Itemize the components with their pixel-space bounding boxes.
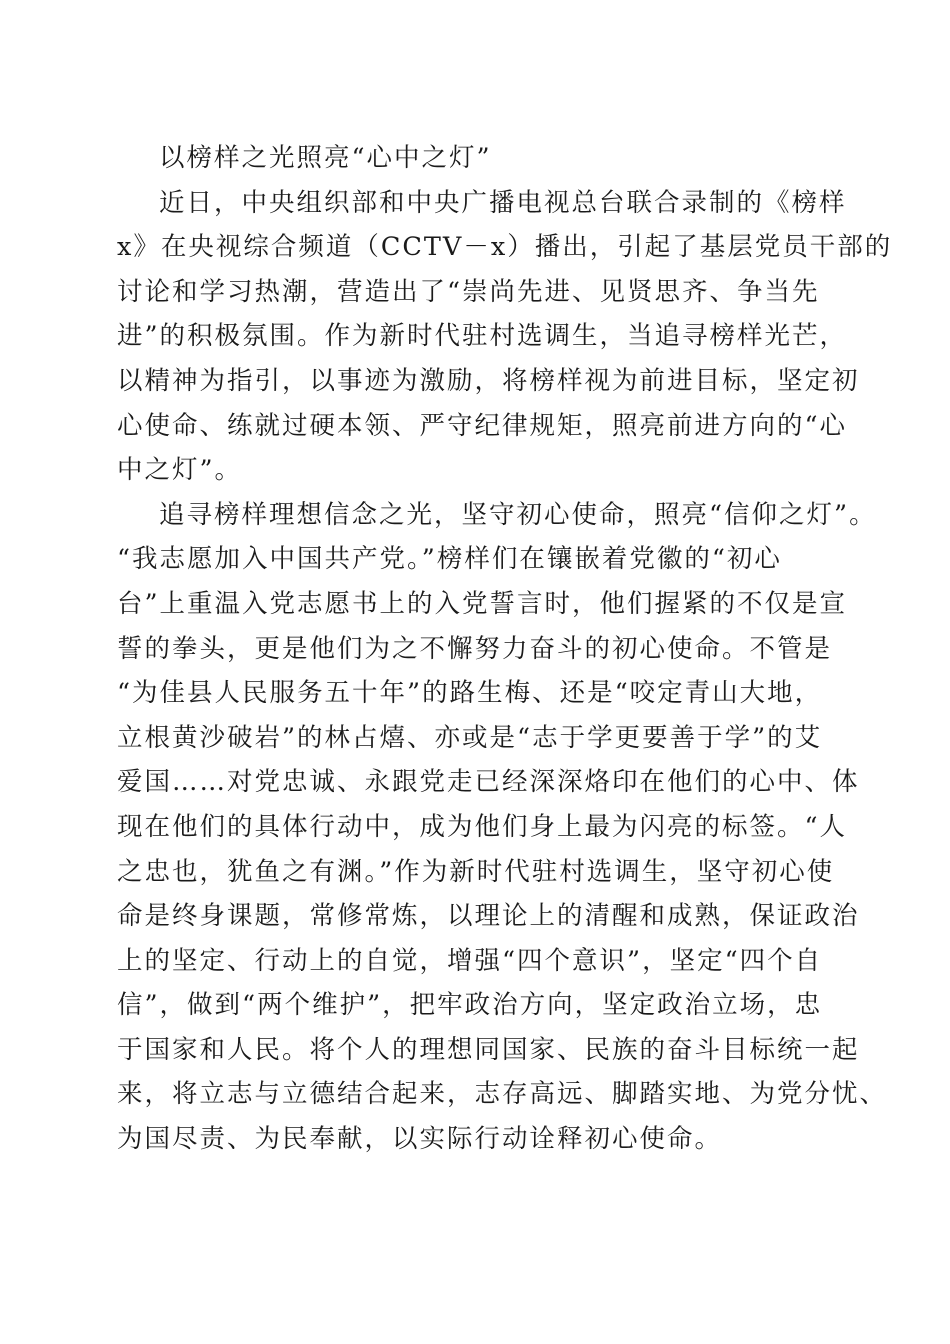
paragraph-2-line-9: 之忠也，犹鱼之有渊。”作为新时代驻村选调生，坚守初心使 <box>117 856 835 887</box>
paragraph-2-line-10: 命是终身课题，常修常炼，以理论上的清醒和成熟，保证政治 <box>117 901 860 932</box>
paragraph-2-line-11: 上的坚定、行动上的自觉，增强“四个意识”，坚定“四个自 <box>117 945 823 976</box>
paragraph-1-line-5: 以精神为指引，以事迹为激励，将榜样视为前进目标，坚定初 <box>117 365 860 396</box>
document-title: 以榜样之光照亮“心中之灯” <box>159 143 492 173</box>
paragraph-2-line-4: 誓的拳头，更是他们为之不懈努力奋斗的初心使命。不管是 <box>117 633 833 664</box>
paragraph-2-line-1: 追寻榜样理想信念之光，坚守初心使命，照亮“信仰之灯”。 <box>159 499 877 530</box>
paragraph-2-line-6: 立根黄沙破岩”的林占熺、亦或是“志于学更要善于学”的艾 <box>117 722 823 753</box>
paragraph-2-line-5: “为佳县人民服务五十年”的路生梅、还是“咬定青山大地， <box>117 678 823 709</box>
paragraph-1-line-1: 近日，中央组织部和中央广播电视总台联合录制的《榜样 <box>159 187 847 218</box>
paragraph-1-line-6: 心使命、练就过硬本领、严守纪律规矩，照亮前进方向的“心 <box>117 410 848 441</box>
paragraph-1-line-3: 讨论和学习热潮，营造出了“崇尚先进、见贤思齐、争当先 <box>117 276 820 307</box>
paragraph-2-line-14: 来，将立志与立德结合起来，志存高远、脚踏实地、为党分忧、 <box>117 1079 888 1110</box>
paragraph-2-line-3: 台”上重温入党志愿书上的入党誓言时，他们握紧的不仅是宣 <box>117 588 848 619</box>
paragraph-1-line-4: 进”的积极氛围。作为新时代驻村选调生，当追寻榜样光芒， <box>117 321 848 352</box>
paragraph-2-line-8: 现在他们的具体行动中，成为他们身上最为闪亮的标签。“人 <box>117 811 848 842</box>
paragraph-2-line-15: 为国尽责、为民奉献，以实际行动诠释初心使命。 <box>117 1124 723 1155</box>
paragraph-2-line-12: 信”，做到“两个维护”，把牢政治方向，坚定政治立场，忠 <box>117 990 823 1021</box>
document-body <box>117 136 893 1162</box>
paragraph-2-line-2: “我志愿加入中国共产党。”榜样们在镶嵌着党徽的“初心 <box>117 544 782 575</box>
paragraph-2-line-13: 于国家和人民。将个人的理想同国家、民族的奋斗目标统一起 <box>117 1034 860 1065</box>
paragraph-1-line-7: 中之灯”。 <box>117 455 243 486</box>
paragraph-2-line-7: 爱国……对党忠诚、永跟党走已经深深烙印在他们的心中、体 <box>117 767 860 798</box>
paragraph-1-line-2: x》在央视综合频道（CCTV－x）播出，引起了基层党员干部的 <box>117 232 893 263</box>
